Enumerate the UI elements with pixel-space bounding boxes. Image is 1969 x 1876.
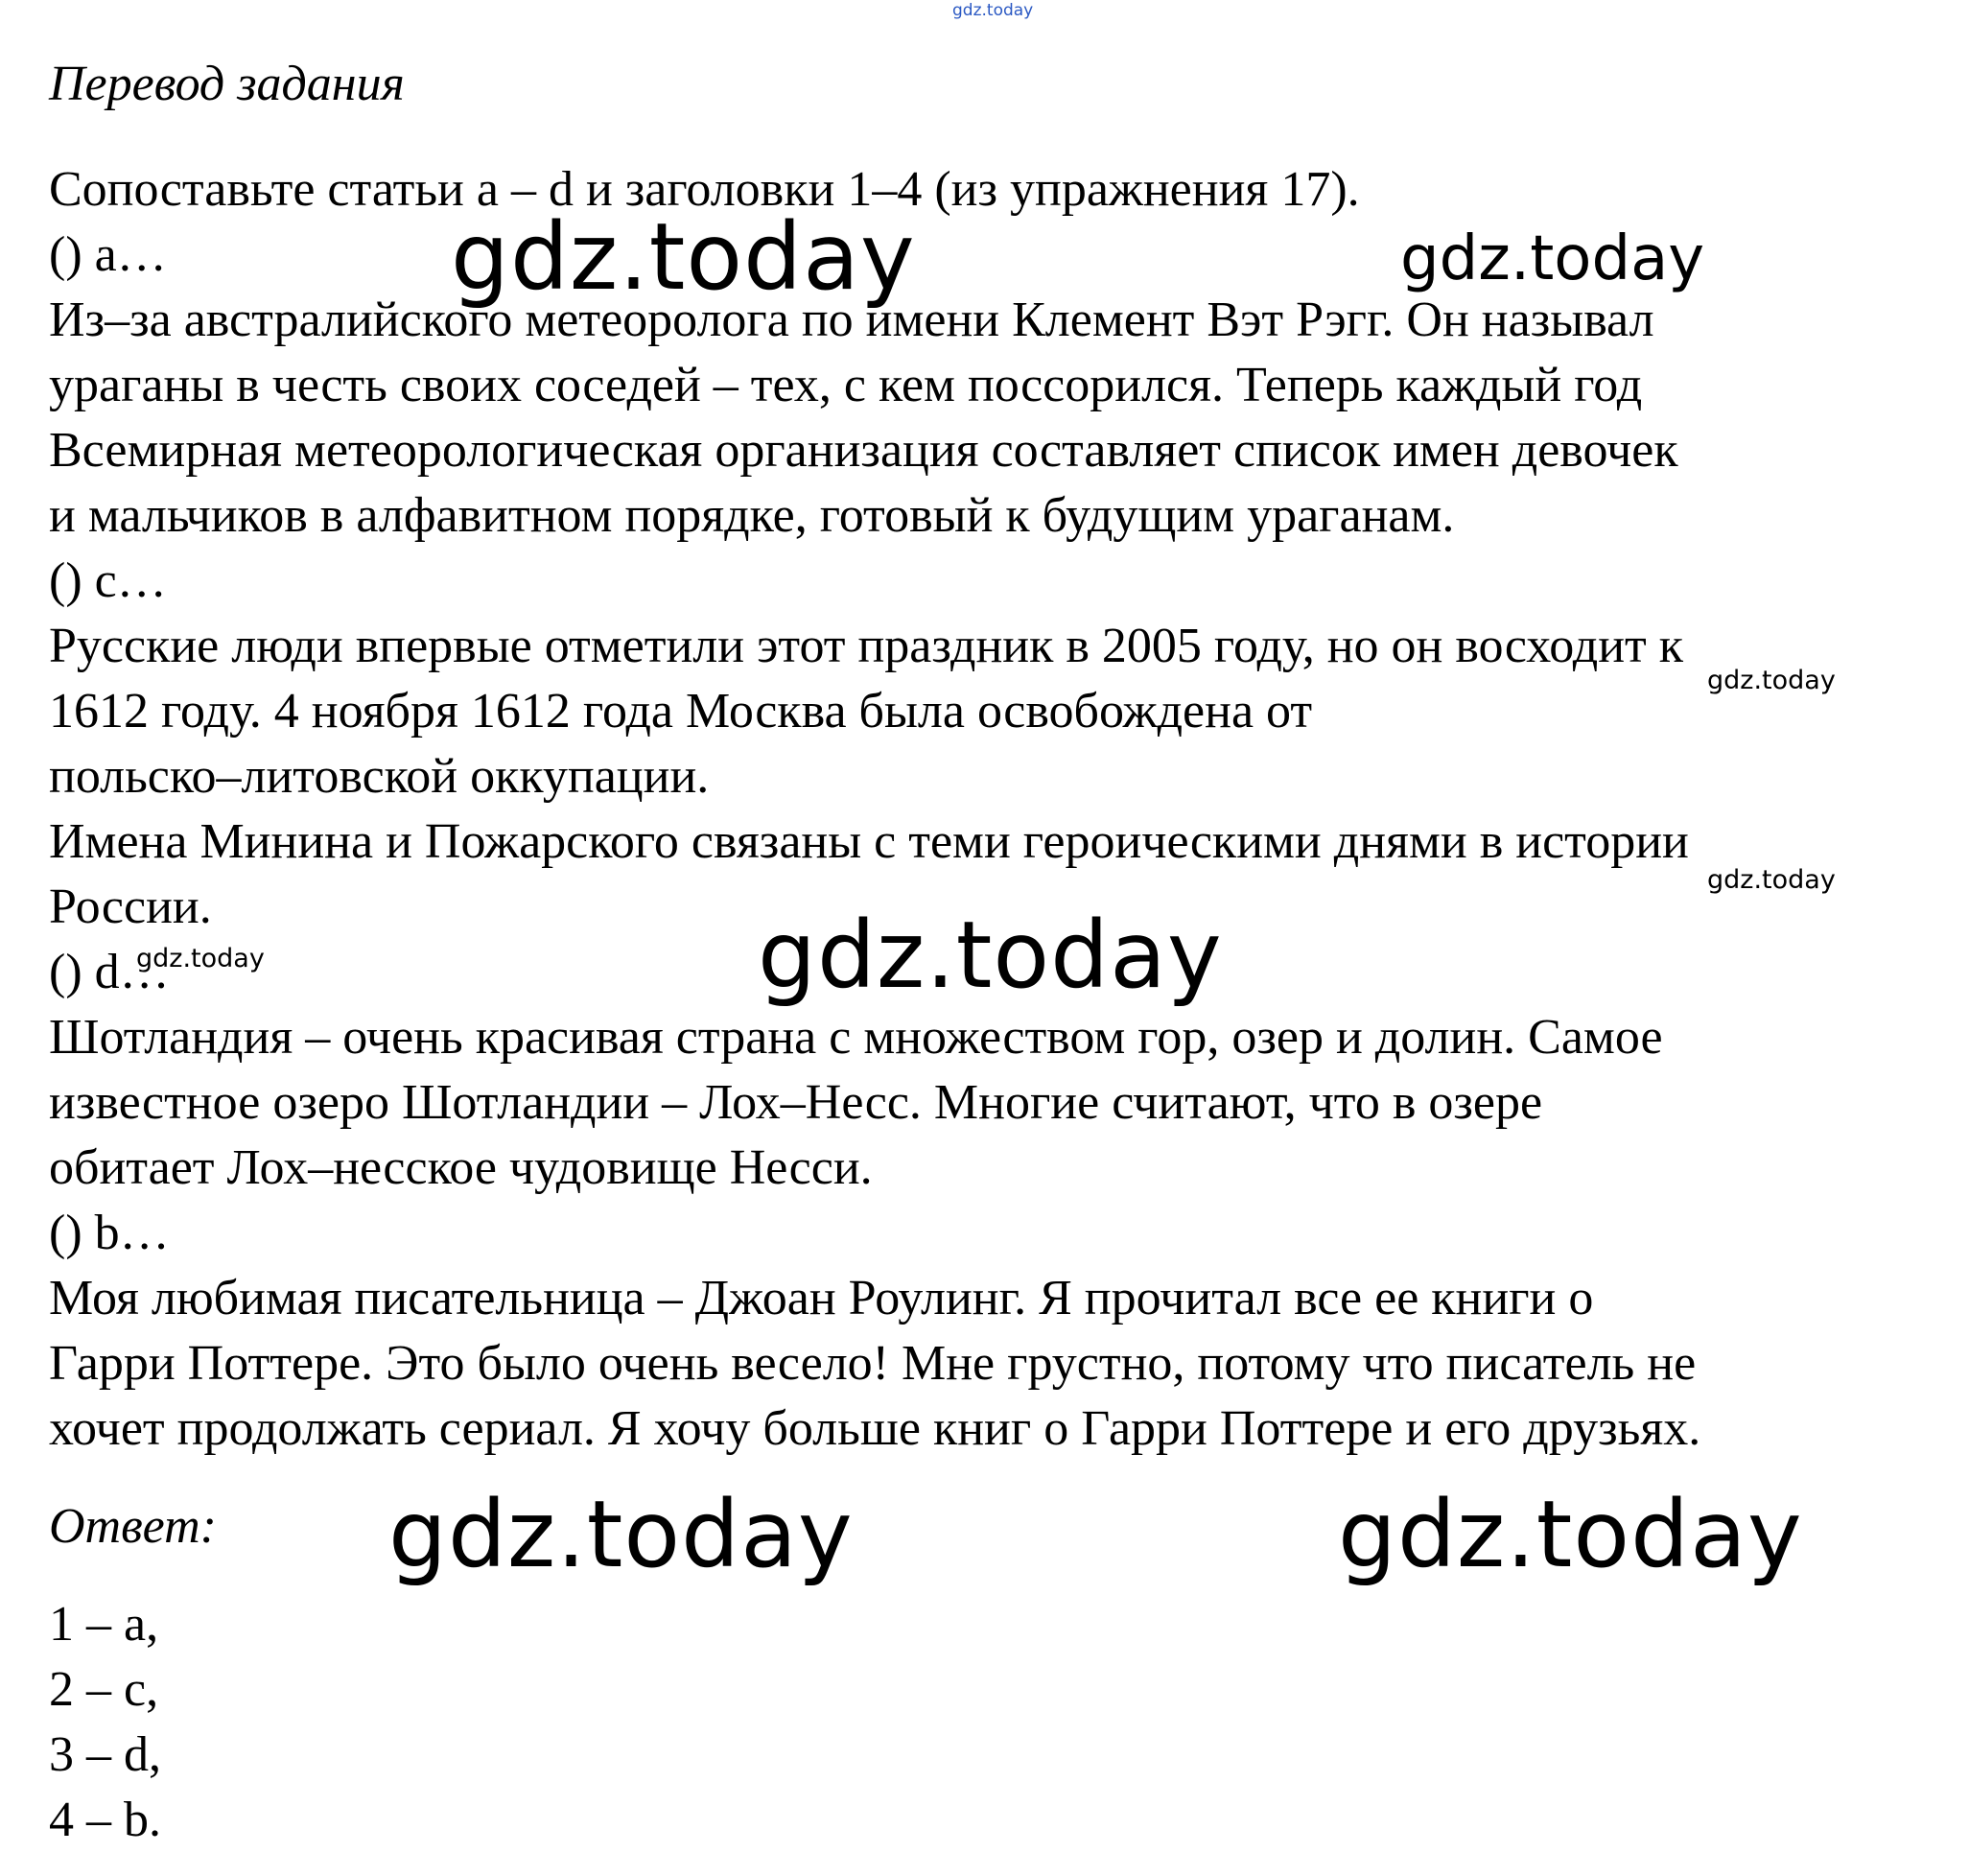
- watermark: gdz.today: [758, 902, 1223, 1009]
- answer-label: Ответ:: [49, 1499, 217, 1554]
- article-a-line: Всемирная метеорологическая организация составляет список имен девочек: [49, 423, 1678, 478]
- article-b-line: Моя любимая писательница – Джоан Роулинг. Я прочитал все ее книги о: [49, 1271, 1594, 1325]
- watermark: gdz.today: [451, 203, 916, 311]
- article-c-line: польско–литовской оккупации.: [49, 749, 710, 804]
- answer-item: 4 – b.: [49, 1793, 161, 1847]
- watermark-top: gdz.today: [952, 1, 1034, 20]
- article-c-line: 1612 году. 4 ноября 1612 года Москва была освобождена от: [49, 684, 1313, 739]
- article-a-line: ураганы в честь своих соседей – тех, с кем поссорился. Теперь каждый год: [49, 358, 1643, 412]
- task-text: Сопоставьте статьи a – d и заголовки 1–4 (из упражнения 17).: [49, 162, 1360, 217]
- article-a-line: и мальчиков в алфавитном порядке, готовый к будущим ураганам.: [49, 488, 1455, 543]
- answer-item: 2 – c,: [49, 1662, 159, 1717]
- article-c-line: Русские люди впервые отметили этот праздник в 2005 году, но он восходит к: [49, 619, 1684, 673]
- article-d-line: Шотландия – очень красивая страна с множеством гор, озер и долин. Самое: [49, 1010, 1663, 1065]
- article-c-marker: () c…: [49, 553, 167, 608]
- answer-item: 1 – a,: [49, 1597, 159, 1652]
- article-c-line: России.: [49, 879, 212, 934]
- watermark: gdz.today: [1707, 865, 1836, 895]
- page-heading: Перевод задания: [49, 57, 405, 111]
- watermark: gdz.today: [136, 944, 265, 973]
- article-d-line: известное озеро Шотландии – Лох–Несс. Многие считают, что в озере: [49, 1075, 1543, 1130]
- answer-item: 3 – d,: [49, 1727, 161, 1782]
- article-a-marker: () a…: [49, 227, 167, 282]
- article-a-line: Из–за австралийского метеоролога по имени Клемент Вэт Рэгг. Он называл: [49, 293, 1654, 347]
- article-b-line: Гарри Поттере. Это было очень весело! Мне грустно, потому что писатель не: [49, 1336, 1697, 1391]
- article-d-marker: () d…: [49, 945, 170, 999]
- watermark: gdz.today: [1338, 1481, 1803, 1588]
- article-d-line: обитает Лох–несское чудовище Несси.: [49, 1140, 873, 1195]
- article-c-line: Имена Минина и Пожарского связаны с теми героическими днями в истории: [49, 814, 1689, 869]
- watermark: gdz.today: [1400, 223, 1705, 294]
- article-b-marker: () b…: [49, 1206, 170, 1260]
- watermark: gdz.today: [1707, 666, 1836, 695]
- watermark: gdz.today: [388, 1481, 854, 1588]
- article-b-line: хочет продолжать сериал. Я хочу больше книг о Гарри Поттере и его друзьях.: [49, 1401, 1701, 1456]
